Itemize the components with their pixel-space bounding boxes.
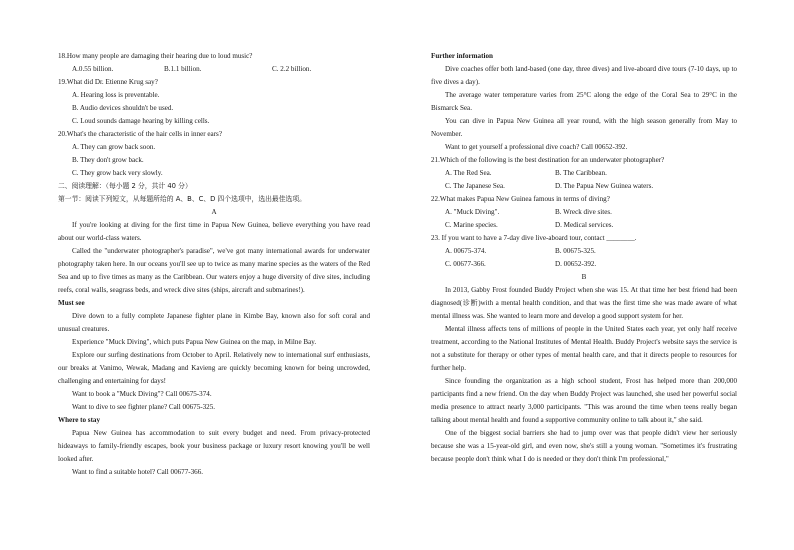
q20-option-c: C. They grow back very slowly. (72, 169, 163, 177)
q22-options-row-2 (431, 219, 737, 232)
passage-a-intro: If you're looking at diving for the first time in Papua New Guinea, believe everything you have read about our world-class waters. (58, 221, 370, 242)
q18-option-c: C. 2.2 billion. (272, 65, 312, 73)
further-info-heading: Further information (431, 52, 493, 60)
further-info-temperature: The average water temperature varies from 25°C along the edge of the Coral Sea to 29°C in the Bismarck Sea. (431, 91, 737, 112)
passage-b-paragraph-2: Mental illness affects tens of millions of people in the United States each year, yet only half receive treatment, according to the National Institutes of Mental Health. Buddy Project's website says the service is not a substitute for therapy or other types of mental health care, and that it directs people to resources for further help. (431, 325, 737, 372)
passage-b-paragraph-4: One of the biggest social barriers she had to jump over was that people didn't view her seriously because she was a 15-year-old girl, and even now, she's still a young woman. "Sometimes it's frustrating because people don't think what I do is needed or they don't think I'm professional," (431, 429, 737, 463)
call-fighter-plane: Want to dive to see fighter plane? Call 00675-325. (72, 403, 216, 411)
q23-option-c: C. 00677-366. (445, 260, 486, 268)
q22-question: 22.What makes Papua New Guinea famous in terms of diving? (431, 195, 610, 203)
q20-question: 20.What's the characteristic of the hair cells in inner ears? (58, 130, 222, 138)
q23-options-row-1 (431, 245, 737, 258)
where-to-stay-body: Papua New Guinea has accommodation to suit every budget and need. From privacy-protected hideaways to family-friendly escapes, book your business package or luxury resort knowing you'll be well looked after. (58, 429, 370, 463)
q20-option-a: A. They can grow back soon. (72, 143, 156, 151)
q18-option-a: A.0.55 billion. (72, 65, 114, 73)
passage-b-paragraph-1: In 2013, Gabby Frost founded Buddy Project when she was 15. At that time her best friend had been diagnosed(诊断)with a mental health condition, and that was the first time she was made aware of what mental illness was. She wanted to learn more and develop a good support system for her. (431, 286, 737, 320)
q18-option-b: B.1.1 billion. (164, 65, 202, 73)
q21-question: 21.Which of the following is the best destination for an underwater photographer? (431, 156, 665, 164)
call-muck-diving: Want to book a "Muck Diving"? Call 00675-374. (72, 390, 212, 398)
q22-options-row-1 (431, 206, 737, 219)
q19-option-b: B. Audio devices shouldn't be used. (72, 104, 174, 112)
q19-option-a: A. Hearing loss is preventable. (72, 91, 160, 99)
section-instruction: 第一节：阅读下列短文，从每题所给的 A、B、C、D 四个选项中，选出最佳选项。 (58, 195, 306, 203)
q20-option-b: B. They don't grow back. (72, 156, 144, 164)
must-see-surf: Explore our surfing destinations from October to April. Relatively new to international surf enthusiasts, our breaks at Vanimo, Wewak, Madang and Kavieng are quickly becoming known for being uncrowded, challenging and entertaining for days! (58, 351, 370, 385)
q19-option-c: C. Loud sounds damage hearing by killing cells. (72, 117, 210, 125)
call-hotel: Want to find a suitable hotel? Call 00677-366. (72, 468, 204, 476)
q22-option-c: C. Marine species. (445, 221, 498, 229)
passage-a-called: Called the "underwater photographer's paradise", we've got many international awards for underwater photography taken here. In our oceans you'll see up to twice as many marine species as the waters of the Red Sea and up to five times as many as the Caribbean. Our waters enjoy a huge diversity of dive sites, including reefs, coral walls, seagrass beds, and wreck dive sites (ships, aircraft and submarines!). (58, 247, 370, 294)
q19-question: 19.What did Dr. Etienne Krug say? (58, 78, 158, 86)
further-info-coach: Want to get yourself a professional dive coach? Call 00652-392. (445, 143, 628, 151)
must-see-plane: Dive down to a fully complete Japanese fighter plane in Kimbe Bay, known also for soft coral and unusual creatures. (58, 312, 370, 333)
passage-b-label: B (581, 273, 587, 281)
q21-options-row-1 (431, 167, 737, 180)
q21-option-b: B. The Caribbean. (555, 169, 607, 177)
q22-option-d: D. Medical services. (555, 221, 614, 229)
right-column (431, 50, 737, 466)
q23-option-a: A. 00675-374. (445, 247, 487, 255)
q21-option-c: C. The Japanese Sea. (445, 182, 505, 190)
where-to-stay-heading: Where to stay (58, 416, 101, 424)
further-info-tours: Dive coaches offer both land-based (one day, three dives) and live-aboard dive tours (7-10 days, up to five dives a day). (431, 65, 737, 86)
q23-option-d: D. 00652-392. (555, 260, 597, 268)
q18-options (58, 63, 370, 76)
q18-question: 18.How many people are damaging their hearing due to loud music? (58, 52, 253, 60)
passage-b-paragraph-3: Since founding the organization as a high school student, Frost has helped more than 200,000 participants find a new friend. On the day when Buddy Project was launched, she used her powerful social media presence to attract nearly 3,000 participants. "This was around the time when teens really began talking about mental health and found a supportive community online to talk about it," she said. (431, 377, 737, 424)
q21-option-d: D. The Papua New Guinea waters. (555, 182, 654, 190)
q21-options-row-2 (431, 180, 737, 193)
q21-option-a: A. The Red Sea. (445, 169, 492, 177)
q23-option-b: B. 00675-325. (555, 247, 596, 255)
must-see-heading: Must see (58, 299, 85, 307)
left-column (58, 50, 370, 479)
must-see-muck: Experience "Muck Diving", which puts Papua New Guinea on the map, in Milne Bay. (72, 338, 317, 346)
q22-option-a: A. "Muck Diving". (445, 208, 500, 216)
further-info-season: You can dive in Papua New Guinea all year round, with the high season generally from May to November. (431, 117, 737, 138)
section-heading: 二、阅读理解：（每小题 2 分，共计 40 分） (58, 182, 192, 190)
q23-options-row-2 (431, 258, 737, 271)
q22-option-b: B. Wreck dive sites. (555, 208, 612, 216)
q23-question: 23. If you want to have a 7-day dive live-aboard tour, contact ________. (431, 234, 637, 242)
passage-a-label: A (211, 208, 217, 216)
